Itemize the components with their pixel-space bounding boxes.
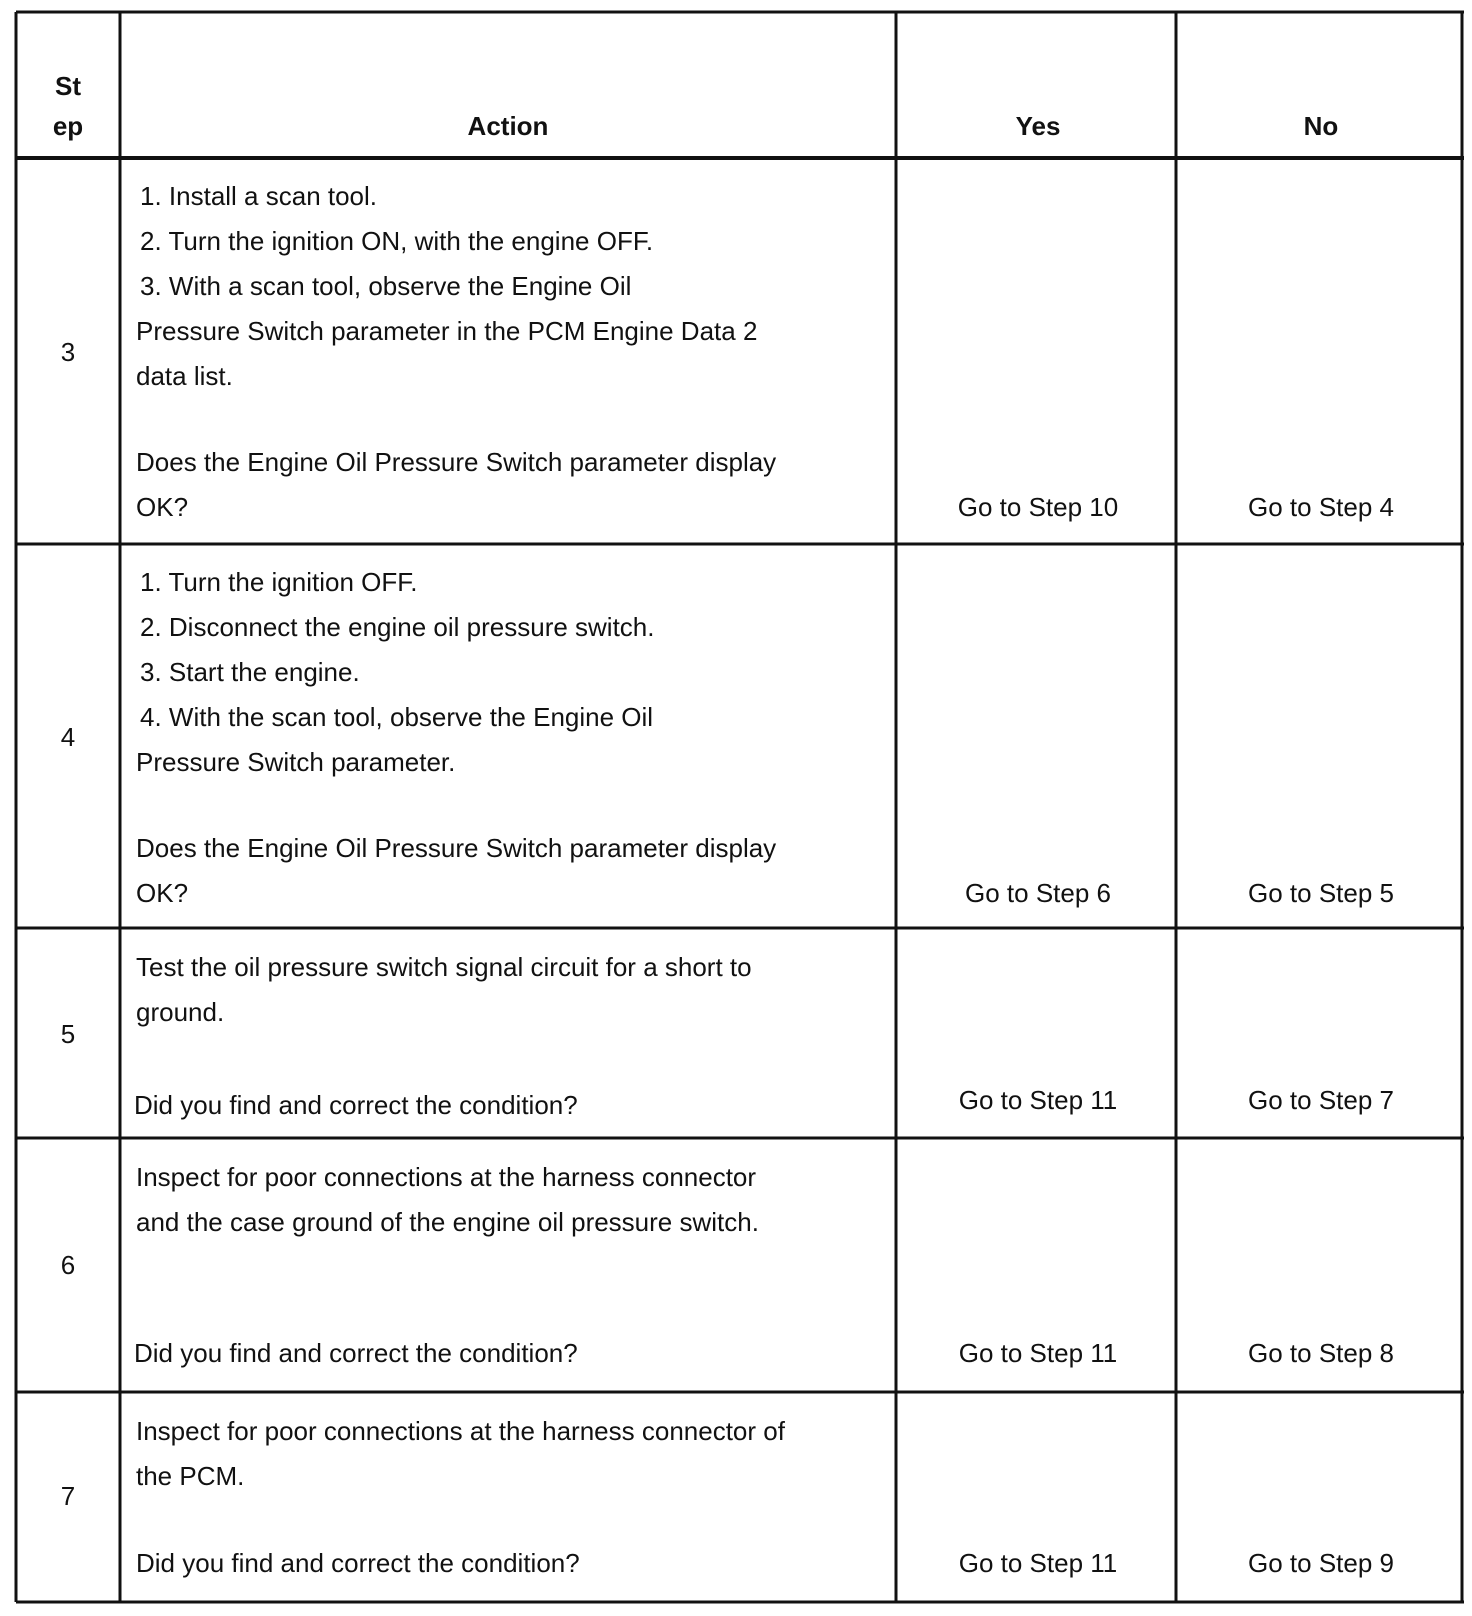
action-question: OK? (136, 878, 189, 908)
step-number: 6 (60, 1250, 76, 1280)
step-number: 4 (60, 722, 76, 752)
action-line: and the case ground of the engine oil pressure switch. (136, 1207, 759, 1237)
step-number: 3 (60, 337, 76, 367)
action-line: 4. With the scan tool, observe the Engine Oil (140, 702, 654, 732)
action-line: 2. Turn the ignition ON, with the engine OFF. (140, 226, 654, 256)
action-line: ground. (136, 997, 225, 1027)
no-outcome: Go to Step 7 (1248, 1085, 1394, 1115)
action-line: Pressure Switch parameter in the PCM Engine Data 2 (136, 316, 758, 346)
action-line: 2. Disconnect the engine oil pressure switch. (140, 612, 655, 642)
action-question: Did you find and correct the condition? (136, 1548, 580, 1578)
step-number: 7 (60, 1481, 76, 1511)
step-number: 5 (60, 1019, 76, 1049)
action-line: 3. With a scan tool, observe the Engine Oil (140, 271, 632, 301)
yes-outcome: Go to Step 11 (958, 1338, 1118, 1368)
no-outcome: Go to Step 5 (1248, 878, 1394, 908)
header-no: No (1303, 111, 1339, 141)
action-line: 1. Turn the ignition OFF. (140, 567, 418, 597)
header-yes: Yes (1015, 111, 1061, 141)
action-question: Did you find and correct the condition? (134, 1338, 578, 1368)
action-line: the PCM. (136, 1461, 245, 1491)
yes-outcome: Go to Step 6 (965, 878, 1111, 908)
no-outcome: Go to Step 8 (1248, 1338, 1394, 1368)
no-outcome: Go to Step 9 (1248, 1548, 1394, 1578)
action-line: 3. Start the engine. (140, 657, 360, 687)
header-action: Action (467, 111, 549, 141)
header-step-line1: St (55, 71, 81, 101)
action-line: Test the oil pressure switch signal circuit for a short to (136, 952, 752, 982)
yes-outcome: Go to Step 11 (958, 1548, 1118, 1578)
action-question: Does the Engine Oil Pressure Switch parameter display (136, 833, 777, 863)
header-step-line2: ep (52, 111, 84, 141)
action-line: Pressure Switch parameter. (136, 747, 456, 777)
action-line: data list. (136, 361, 233, 391)
action-line: Inspect for poor connections at the harness connector (136, 1162, 757, 1192)
action-question: Did you find and correct the condition? (134, 1090, 578, 1120)
no-outcome: Go to Step 4 (1248, 492, 1394, 522)
action-line: 1. Install a scan tool. (140, 181, 378, 211)
action-question: OK? (136, 492, 189, 522)
action-line: Inspect for poor connections at the harness connector of (136, 1416, 785, 1446)
yes-outcome: Go to Step 11 (958, 1085, 1118, 1115)
action-question: Does the Engine Oil Pressure Switch parameter display (136, 447, 777, 477)
yes-outcome: Go to Step 10 (957, 492, 1119, 522)
